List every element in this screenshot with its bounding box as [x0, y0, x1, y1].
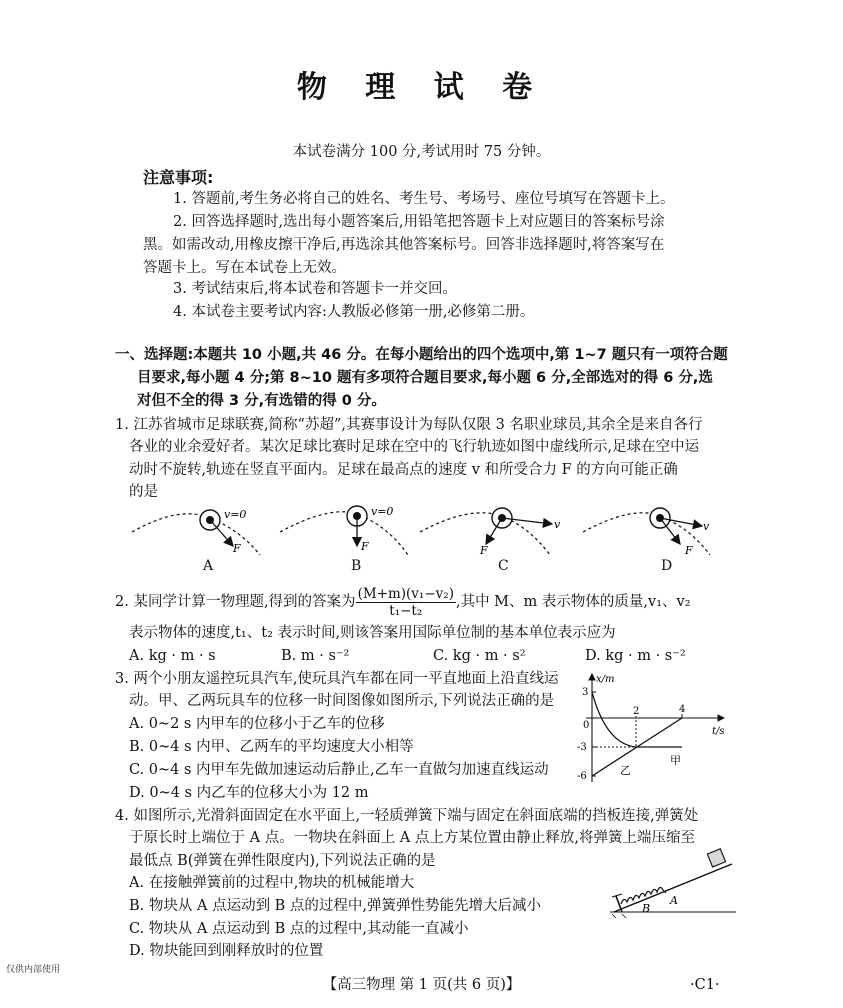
q3-option: C. 0~4 s 内甲车先做加速运动后静止,乙车一直做匀加速直线运动 — [129, 762, 549, 778]
q1-option-label: B — [351, 558, 362, 574]
notice-item: 答题卡上。写在本试卷上无效。 — [143, 260, 346, 276]
q4-incline-figure — [608, 842, 738, 922]
q3-ylabel: x/m — [596, 674, 615, 685]
q1-figure-c — [420, 508, 561, 557]
q2-option: B. m · s⁻² — [281, 648, 350, 664]
q3-ytick: -6 — [577, 771, 587, 782]
q3-option: A. 0~2 s 内甲车的位移小于乙车的位移 — [129, 716, 385, 732]
q2-option: A. kg · m · s — [129, 648, 216, 664]
q2-denominator: t₁−t₂ — [389, 602, 423, 619]
q1-d-v-label: v — [703, 520, 710, 533]
q1-c-v-label: v — [554, 518, 561, 531]
q4-label-a: A — [670, 894, 678, 907]
q2-option: C. kg · m · s² — [433, 648, 526, 664]
notice-item: 1. 答题前,考生务必将自己的姓名、考生号、考场号、座位号填写在答题卡上。 — [173, 191, 675, 207]
question-3-text: 动。甲、乙两玩具车的位移一时间图像如图所示,下列说法正确的是 — [129, 693, 555, 709]
notice-item: 4. 本试卷主要考试内容:人教版必修第一册,必修第二册。 — [173, 304, 535, 320]
q2-numerator: (M+m)(v₁−v₂) — [357, 585, 454, 602]
q3-position-time-graph — [570, 670, 730, 788]
notice-item: 3. 考试结束后,将本试卷和答题卡一并交回。 — [173, 281, 458, 297]
section-header: 对但不全的得 3 分,有选错的得 0 分。 — [137, 393, 386, 409]
footer-page-info: 【高三物理 第 1 页(共 6 页)】 — [322, 977, 521, 993]
section-header: 一、选择题:本题共 10 小题,共 46 分。在每小题给出的四个选项中,第 1~7 题只有一项符合题 — [115, 347, 728, 363]
q3-label-yi: 乙 — [620, 764, 631, 777]
q1-figure-d — [583, 508, 710, 557]
question-3-text: 3. 两个小朋友遥控玩具汽车,使玩具汽车都在同一平直地面上沿直线运 — [115, 671, 559, 687]
question-1-text: 的是 — [129, 484, 158, 500]
q3-option: D. 0~4 s 内乙车的位移大小为 12 m — [129, 785, 369, 801]
question-1-text: 1. 江苏省城市足球联赛,简称“苏超”,其赛事设计为每队仅限 3 名职业球员,其余全是来自各行 — [115, 417, 703, 433]
q3-option: B. 0~4 s 内甲、乙两车的平均速度大小相等 — [129, 739, 414, 755]
notice-item: 黑。如需改动,用橡皮擦干净后,再选涂其他答案标号。回答非选择题时,将答案写在 — [143, 237, 665, 253]
question-1-text: 各业的业余爱好者。某次足球比赛时足球在空中的飞行轨迹如图中虚线所示,足球在空中运 — [129, 439, 700, 455]
q4-option: D. 物块能回到刚释放时的位置 — [129, 943, 324, 959]
exam-subtitle: 本试卷满分 100 分,考试用时 75 分钟。 — [292, 144, 551, 160]
question-2-line1 — [115, 583, 691, 621]
q1-a-f-label: F — [233, 542, 241, 555]
q3-label-jia: 甲 — [670, 754, 681, 767]
q1-option-label: C — [498, 558, 509, 574]
page-title: 物 理 试 卷 — [296, 70, 547, 105]
notice-item: 2. 回答选择题时,选出每小题答案后,用铅笔把答题卡上对应题目的答案标号涂 — [173, 214, 665, 230]
q4-option: C. 物块从 A 点运动到 B 点的过程中,其动能一直减小 — [129, 921, 469, 937]
footer-note: 仅供内部使用 — [6, 965, 61, 975]
question-2-line2: 表示物体的速度,t₁、t₂ 表示时间,则该答案用国际单位制的基本单位表示应为 — [129, 625, 616, 641]
q1-option-label: D — [661, 558, 673, 574]
q3-xlabel: t/s — [712, 726, 725, 737]
q2-option: D. kg · m · s⁻² — [585, 648, 686, 664]
q1-a-v-label: v=0 — [224, 508, 247, 521]
q3-ytick: 3 — [582, 687, 589, 698]
q2-pre: 2. 某同学计算一物理题,得到的答案为 — [115, 594, 356, 610]
question-4-text: 于原长时上端位于 A 点。一物块在斜面上 A 点上方某位置由静止释放,将弹簧上端压缩至 — [129, 830, 695, 846]
q1-c-f-label: F — [480, 544, 488, 557]
question-4-text: 最低点 B(弹簧在弹性限度内),下列说法正确的是 — [129, 853, 436, 869]
question-1-text: 动时不旋转,轨迹在竖直平面内。足球在最高点的速度 v 和所受合力 F 的方向可能正确 — [129, 462, 678, 478]
q3-jia-curve — [592, 692, 682, 747]
q2-fraction — [356, 586, 456, 619]
q3-xtick: 2 — [633, 706, 640, 717]
q4-label-b: B — [642, 902, 651, 915]
q4-option: B. 物块从 A 点运动到 B 点的过程中,弹簧弹性势能先增大后减小 — [129, 898, 542, 914]
q4-option: A. 在接触弹簧前的过程中,物块的机械能增大 — [129, 875, 415, 891]
q1-b-f-label: F — [361, 540, 369, 553]
notice-heading: 注意事项: — [143, 168, 214, 187]
section-header: 目要求,每小题 4 分;第 8~10 题有多项符合题目要求,每小题 6 分,全部选对的得 6 分,选 — [137, 370, 713, 386]
q1-b-v-label: v=0 — [371, 505, 394, 518]
footer-code: ·C1· — [690, 977, 720, 993]
q1-figure-a — [132, 508, 260, 555]
q3-xtick: 0 — [583, 720, 590, 731]
q1-option-label: A — [203, 558, 214, 574]
q2-post: ,其中 M、m 表示物体的质量,v₁、v₂ — [455, 594, 691, 610]
q1-figure-b — [280, 505, 408, 555]
block-icon — [707, 849, 725, 867]
q3-ytick: -3 — [577, 742, 587, 753]
question-4-text: 4. 如图所示,光滑斜面固定在水平面上,一轻质弹簧下端与固定在斜面底端的挡板连接,弹簧处 — [115, 808, 699, 824]
q1-d-f-label: F — [685, 544, 693, 557]
q3-xtick: 4 — [679, 704, 686, 715]
